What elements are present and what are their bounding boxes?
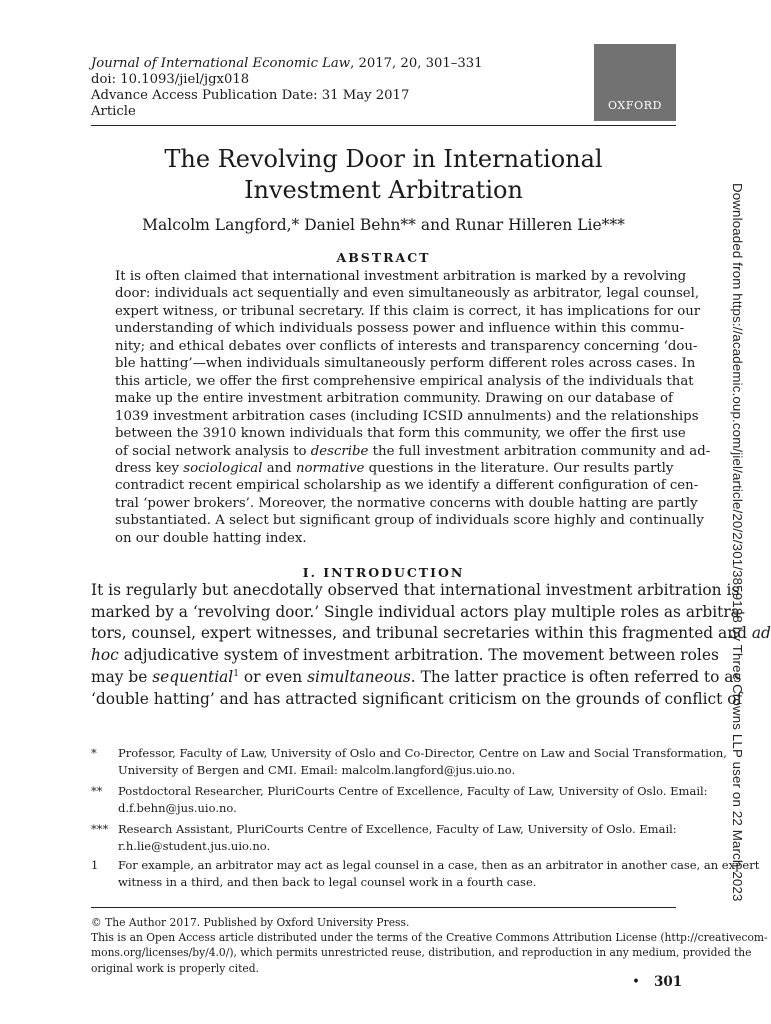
- footnote-text: Research Assistant, PluriCourts Centre of Excellence, Faculty of Law, University of Oslo. Email:: [118, 822, 677, 836]
- text-line: [115, 285, 700, 302]
- text-segment: adjudicative system of investment arbitration. The movement between roles: [118, 646, 719, 665]
- footnote-text: r.h.lie@student.jus.uio.no.: [118, 838, 271, 853]
- text-segment: It is regularly but anecdotally observed that international investment arbitration is: [91, 581, 740, 599]
- text-line: [115, 425, 686, 442]
- text-segment: this article, we offer the first comprehensive empirical analysis of the individuals that: [115, 373, 694, 389]
- introduction-heading: I. INTRODUCTION: [302, 565, 465, 580]
- text-segment: dress key: [115, 460, 184, 476]
- text-line: [115, 495, 698, 512]
- text-segment: ble hatting’—when individuals simultaneously perform different roles across cases. In: [115, 356, 696, 372]
- text-segment: nity; and ethical debates over conflicts of interests and transparency concerning ‘dou-: [115, 338, 698, 354]
- copyright-line: © The Author 2017. Published by Oxford University Press.: [91, 916, 410, 929]
- abstract-heading: ABSTRACT: [336, 250, 431, 265]
- text-line: [115, 477, 699, 494]
- text-segment: contradict recent empirical scholarship as we identify a different configuration of cen-: [115, 478, 699, 494]
- advance-access-date: Advance Access Publication Date: 31 May 2017: [91, 88, 410, 103]
- text-line: [91, 689, 743, 711]
- text-line: [115, 373, 694, 390]
- text-segment: on our double hatting index.: [115, 530, 307, 546]
- copyright-line: mons.org/licenses/by/4.0/), which permits unrestricted reuse, distribution, and reproduction in any medium, provided the: [91, 946, 752, 960]
- page-footer: [632, 974, 682, 990]
- footnote-text: Postdoctoral Researcher, PluriCourts Centre of Excellence, Faculty of Law, University of Oslo. Email:: [118, 784, 708, 798]
- oxford-logo: [594, 44, 676, 121]
- text-segment: substantiated. A select but significant group of individuals score highly and continually: [115, 513, 704, 529]
- footnote-text: d.f.behn@jus.uio.no.: [118, 800, 237, 815]
- oxford-logo-text: OXFORD: [607, 99, 662, 112]
- emphasis: ad: [751, 624, 771, 643]
- text-line: [91, 667, 742, 689]
- footnote-mark: **: [91, 784, 103, 798]
- footnote-mark: *: [91, 746, 97, 760]
- footnote-text: Professor, Faculty of Law, University of Oslo and Co-Director, Centre on Law and Social Transformation,: [118, 746, 727, 760]
- emphasis: hoc: [91, 646, 119, 665]
- text-segment: marked by a ‘revolving door.’ Single individual actors play multiple roles as arbitra-: [91, 602, 746, 621]
- text-line: [115, 320, 685, 337]
- emphasis: describe: [310, 443, 369, 459]
- text-segment: between the 3910 known individuals that form this community, we offer the first use: [115, 426, 686, 442]
- copyright-line: original work is properly cited.: [91, 961, 259, 975]
- text-segment: It is often claimed that international investment arbitration is marked by a revolving: [115, 269, 687, 284]
- footnote-text: University of Bergen and CMI. Email: malcolm.langford@jus.uio.no.: [118, 762, 516, 777]
- article-title: [91, 144, 676, 206]
- authors: Malcolm Langford,* Daniel Behn** and Runar Hilleren Lie***: [142, 216, 625, 234]
- text-segment: 1039 investment arbitration cases (including ICSID annulments) and the relationships: [115, 408, 699, 424]
- text-line: [115, 303, 701, 320]
- text-segment: the full investment arbitration community and ad-: [368, 443, 711, 459]
- text-segment: door: individuals act sequentially and even simultaneously as arbitrator, legal counsel,: [115, 286, 700, 302]
- text-line: [115, 268, 687, 285]
- footnote-text: witness in a third, and then back to legal counsel work in a fourth case.: [118, 874, 537, 889]
- emphasis: normative: [295, 460, 365, 476]
- title-line: Investment Arbitration: [244, 176, 523, 204]
- article-type: Article: [91, 104, 136, 119]
- page-number: 301: [653, 974, 683, 990]
- text-segment: and: [262, 460, 296, 476]
- text-segment: make up the entire investment arbitration community. Drawing on our database of: [115, 391, 673, 407]
- footnote-ref: 1: [233, 668, 239, 679]
- text-line: [115, 408, 699, 425]
- text-line: [115, 530, 655, 547]
- footnote-text: For example, an arbitrator may act as legal counsel in a case, then as an arbitrator in another case, an expert: [118, 858, 760, 872]
- text-line: [115, 338, 698, 355]
- citation-details: , 2017, 20, 301–331: [350, 56, 483, 71]
- text-segment: of social network analysis to: [115, 443, 311, 459]
- text-segment: tors, counsel, expert witnesses, and tribunal secretaries within this fragmented and: [91, 624, 752, 643]
- text-line: [91, 623, 771, 645]
- doi: doi: 10.1093/jiel/jgx018: [91, 72, 250, 87]
- journal-citation: [91, 56, 483, 72]
- header-rule: [91, 125, 676, 126]
- emphasis: sociological: [183, 460, 263, 476]
- text-segment: understanding of which individuals possess power and influence within this commu-: [115, 321, 685, 337]
- title-line: The Revolving Door in International: [164, 145, 603, 173]
- text-segment: may be: [91, 667, 153, 686]
- text-line: [115, 443, 711, 460]
- text-line: [115, 512, 704, 529]
- text-line: [91, 580, 740, 602]
- text-segment: expert witness, or tribunal secretary. If this claim is correct, it has implications for our: [115, 303, 701, 319]
- emphasis: simultaneous: [307, 667, 411, 686]
- text-line: [91, 602, 746, 624]
- footnote-mark: 1: [91, 858, 99, 872]
- text-segment: tral ‘power brokers’. Moreover, the normative concerns with double hatting are partly: [115, 495, 698, 511]
- footnote-mark: ***: [91, 822, 109, 836]
- text-line: [115, 390, 673, 407]
- page-bullet: •: [632, 974, 640, 990]
- text-segment: or even: [238, 667, 308, 686]
- download-watermark: Downloaded from https://academic.oup.com/jiel/article/20/2/301/3859188 by Three Crowns LLP user on 22 March 2023: [730, 183, 745, 902]
- text-segment: questions in the literature. Our results partly: [364, 460, 674, 476]
- text-line: [115, 460, 674, 477]
- copyright-line: This is an Open Access article distributed under the terms of the Creative Commons Attribution License (http://creativecom-: [91, 931, 768, 945]
- text-line: [91, 645, 719, 667]
- text-segment: . The latter practice is often referred to as: [410, 667, 742, 686]
- text-line: [115, 355, 696, 372]
- text-segment: ‘double hatting’ and has attracted significant criticism on the grounds of conflict of: [91, 689, 743, 708]
- emphasis: sequential: [152, 667, 234, 686]
- journal-name: Journal of International Economic Law: [91, 56, 351, 71]
- copyright-rule: [91, 907, 676, 908]
